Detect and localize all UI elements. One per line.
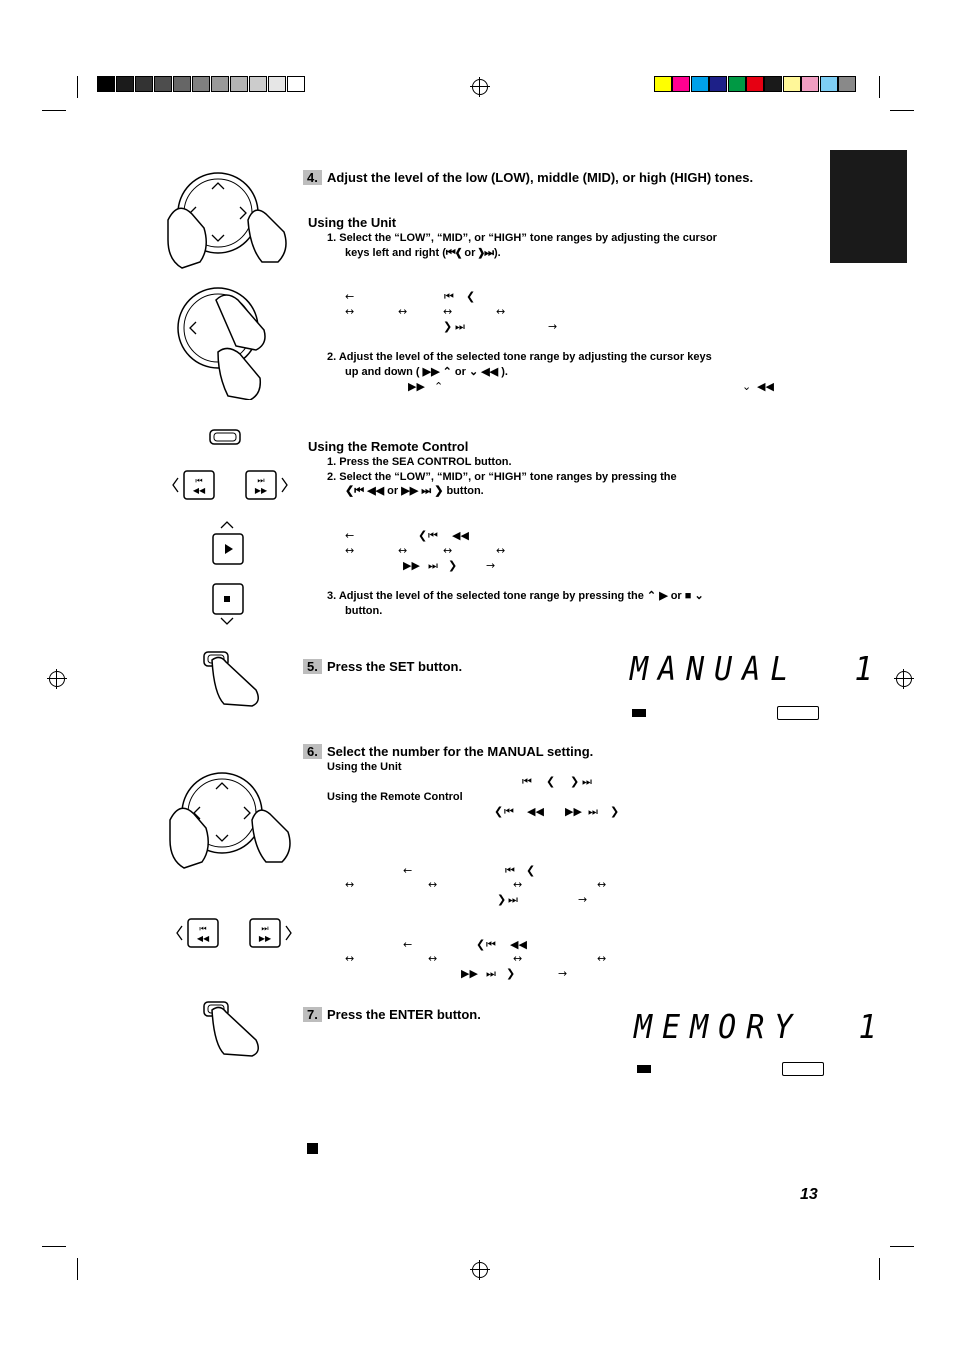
gray-swatch: [116, 76, 134, 92]
ff-icon: ▶▶: [408, 380, 425, 393]
next-icon: ⏭: [508, 893, 518, 906]
hand-press-enter-illustration: [198, 998, 268, 1058]
arrow-both-icon: ↔: [597, 878, 607, 891]
step-5-title: Press the SET button.: [327, 659, 463, 674]
prev-icon: ⏮: [486, 938, 496, 951]
svg-text:⏭: ⏭: [257, 476, 265, 485]
prev-icon: ⏮: [504, 805, 514, 818]
crop-mark: [890, 1246, 914, 1247]
svg-text:▶▶: ▶▶: [258, 934, 272, 943]
svg-text:⏮: ⏮: [195, 476, 203, 485]
step-4-remote-instruction-2b: ❮⏮ ◀◀ or ▶▶ ⏭ ❯ button.: [345, 485, 484, 497]
color-swatch: [783, 76, 801, 92]
arrow-right-icon: →: [486, 559, 496, 572]
left-chevron-icon: ❮: [526, 864, 536, 877]
registration-mark-icon: [472, 79, 488, 95]
step-6-remote-heading: Using the Remote Control: [327, 791, 463, 803]
step-4-unit-instruction-1a: 1. Select the “LOW”, “MID”, or “HIGH” tone ranges by adjusting the cursor: [327, 232, 717, 244]
hand-press-set-illustration: [198, 648, 268, 708]
step-4-remote-instruction-3b: button.: [345, 605, 383, 617]
arrow-both-icon: ↔: [513, 952, 523, 965]
cursor-dial-illustration-1: [160, 165, 295, 270]
svg-text:⏮: ⏮: [199, 924, 207, 933]
color-swatch: [654, 76, 672, 92]
arrow-both-icon: ↔: [443, 544, 453, 557]
step-4-unit-instruction-1b: keys left and right (⏮❮ or ❯⏭).: [345, 247, 501, 259]
display-memory-readout: MEMORY 1: [634, 1008, 887, 1047]
arrow-both-icon: ↔: [345, 878, 355, 891]
arrow-both-icon: ↔: [345, 305, 355, 318]
arrow-right-icon: →: [578, 893, 588, 906]
right-chevron-icon: ❯: [448, 559, 458, 572]
display-indicator: [632, 709, 646, 717]
next-icon: ⏭: [588, 805, 598, 818]
arrow-both-icon: ↔: [345, 952, 355, 965]
arrow-both-icon: ↔: [428, 952, 438, 965]
right-chevron-icon: ❯: [443, 320, 453, 333]
step-4-unit-instruction-2b: up and down ( ▶▶ ⌃ or ⌄ ◀◀ ).: [345, 366, 508, 378]
remote-play-stop-illustration: [205, 518, 249, 630]
gray-swatch: [154, 76, 172, 92]
color-swatch: [820, 76, 838, 92]
arrow-right-icon: →: [548, 320, 558, 333]
color-swatch: [764, 76, 782, 92]
ff-icon: ▶▶: [401, 485, 419, 497]
language-side-tab: [830, 150, 907, 263]
step-4-number: 4.: [303, 170, 322, 185]
crop-mark: [890, 110, 914, 111]
display-manual-readout: MANUAL 1: [630, 650, 883, 689]
gray-swatch: [192, 76, 210, 92]
page-number: 13: [800, 1186, 818, 1203]
cursor-dial-illustration-2: [160, 280, 280, 400]
prev-icon: ⏮: [428, 529, 438, 542]
right-chevron-icon: ❯: [434, 485, 444, 497]
next-icon: ⏭: [486, 967, 496, 980]
svg-text:▶▶: ▶▶: [254, 486, 268, 495]
display-segment-box: [777, 706, 819, 720]
arrow-both-icon: ↔: [443, 305, 453, 318]
next-icon: ⏭: [421, 485, 432, 497]
left-chevron-icon: ❮: [476, 938, 486, 951]
cursor-dial-illustration-3: [160, 765, 300, 870]
step-4-remote-instruction-1: 1. Press the SEA CONTROL button.: [327, 456, 512, 468]
rew-icon: ◀◀: [527, 805, 544, 818]
color-swatch: [746, 76, 764, 92]
next-icon: ⏭: [455, 320, 465, 333]
play-icon: ▶: [659, 590, 668, 602]
left-chevron-icon: ❮: [455, 247, 462, 259]
crop-mark: [77, 1258, 78, 1280]
step-7-title: Press the ENTER button.: [327, 1007, 481, 1022]
down-chevron-icon: ⌄: [742, 380, 752, 393]
color-swatch: [728, 76, 746, 92]
remote-skip-buttons-illustration-2: [172, 916, 296, 950]
gray-swatch: [173, 76, 191, 92]
up-chevron-icon: ⌃: [442, 366, 452, 378]
arrow-left-icon: ←: [403, 938, 413, 951]
remote-skip-buttons-illustration-1: [168, 468, 292, 502]
step-4-unit-instruction-2a: 2. Adjust the level of the selected tone range by adjusting the cursor keys: [327, 351, 712, 363]
arrow-both-icon: ↔: [398, 305, 408, 318]
crop-mark: [879, 76, 880, 98]
prev-icon: ⏮: [522, 775, 532, 788]
color-swatch: [801, 76, 819, 92]
stop-icon: ■: [684, 590, 692, 602]
left-chevron-icon: ❮: [418, 529, 428, 542]
gray-swatch: [268, 76, 286, 92]
step-5-number: 5.: [303, 659, 322, 674]
right-chevron-icon: ❯: [478, 247, 485, 259]
left-chevron-icon: ❮: [466, 290, 476, 303]
rew-icon: ◀◀: [367, 485, 385, 497]
gray-swatch: [211, 76, 229, 92]
crop-mark: [77, 76, 78, 98]
registration-mark-icon: [472, 1262, 488, 1278]
right-chevron-icon: ❯: [497, 893, 507, 906]
rew-icon: ◀◀: [452, 529, 469, 542]
up-chevron-icon: ⌃: [646, 590, 657, 602]
prev-icon: ⏮: [354, 485, 365, 497]
step-6-title: Select the number for the MANUAL setting.: [327, 744, 594, 759]
gray-swatch: [287, 76, 305, 92]
left-chevron-icon: ❮: [546, 775, 556, 788]
color-swatch: [691, 76, 709, 92]
arrow-both-icon: ↔: [496, 544, 506, 557]
display-segment-box: [782, 1062, 824, 1076]
svg-text:◀◀: ◀◀: [196, 934, 210, 943]
step-4-remote-heading: Using the Remote Control: [308, 439, 469, 454]
gray-swatch: [249, 76, 267, 92]
svg-text:◀◀: ◀◀: [192, 486, 206, 495]
ff-icon: ▶▶: [422, 366, 440, 378]
step-4-title: Adjust the level of the low (LOW), middle (MID), or high (HIGH) tones.: [327, 170, 754, 185]
arrow-left-icon: ←: [345, 290, 355, 303]
right-chevron-icon: ❯: [610, 805, 620, 818]
color-swatch: [709, 76, 727, 92]
gray-swatch: [135, 76, 153, 92]
rew-icon: ◀◀: [481, 366, 499, 378]
crop-mark: [42, 1246, 66, 1247]
left-chevron-icon: ❮: [345, 485, 355, 497]
next-icon: ⏭: [484, 247, 495, 259]
ff-icon: ▶▶: [461, 967, 478, 980]
prev-icon: ⏮: [505, 864, 515, 877]
color-swatch: [838, 76, 856, 92]
registration-mark-icon: [896, 671, 912, 687]
arrow-both-icon: ↔: [428, 878, 438, 891]
ff-icon: ▶▶: [565, 805, 582, 818]
arrow-both-icon: ↔: [496, 305, 506, 318]
down-chevron-icon: ⌄: [468, 366, 479, 378]
next-icon: ⏭: [582, 775, 592, 788]
crop-mark: [879, 1258, 880, 1280]
end-mark: [307, 1143, 318, 1154]
prev-icon: ⏮: [444, 290, 454, 303]
svg-text:⏭: ⏭: [261, 924, 269, 933]
color-swatch: [672, 76, 690, 92]
arrow-both-icon: ↔: [597, 952, 607, 965]
arrow-left-icon: ←: [345, 529, 355, 542]
right-chevron-icon: ❯: [570, 775, 580, 788]
display-indicator: [637, 1065, 651, 1073]
arrow-both-icon: ↔: [513, 878, 523, 891]
step-6-unit-heading: Using the Unit: [327, 761, 402, 773]
rew-icon: ◀◀: [510, 938, 527, 951]
prev-icon: ⏮: [445, 247, 456, 259]
left-chevron-icon: ❮: [494, 805, 504, 818]
step-4-remote-instruction-3a: 3. Adjust the level of the selected tone range by pressing the ⌃ ▶ or ■ ⌄: [327, 590, 704, 602]
gray-swatch: [97, 76, 115, 92]
rew-icon: ◀◀: [757, 380, 774, 393]
sea-control-button-illustration: [208, 428, 244, 448]
crop-mark: [42, 110, 66, 111]
arrow-both-icon: ↔: [398, 544, 408, 557]
step-4-remote-instruction-2a: 2. Select the “LOW”, “MID”, or “HIGH” tone ranges by pressing the: [327, 471, 677, 483]
ff-icon: ▶▶: [403, 559, 420, 572]
arrow-left-icon: ←: [403, 864, 413, 877]
up-chevron-icon: ⌃: [434, 380, 444, 393]
arrow-both-icon: ↔: [345, 544, 355, 557]
step-7-number: 7.: [303, 1007, 322, 1022]
arrow-right-icon: →: [558, 967, 568, 980]
next-icon: ⏭: [428, 559, 438, 572]
registration-mark-icon: [49, 671, 65, 687]
gray-swatch: [230, 76, 248, 92]
step-6-number: 6.: [303, 744, 322, 759]
down-chevron-icon: ⌄: [694, 590, 704, 602]
right-chevron-icon: ❯: [506, 967, 516, 980]
step-4-unit-heading: Using the Unit: [308, 215, 397, 230]
